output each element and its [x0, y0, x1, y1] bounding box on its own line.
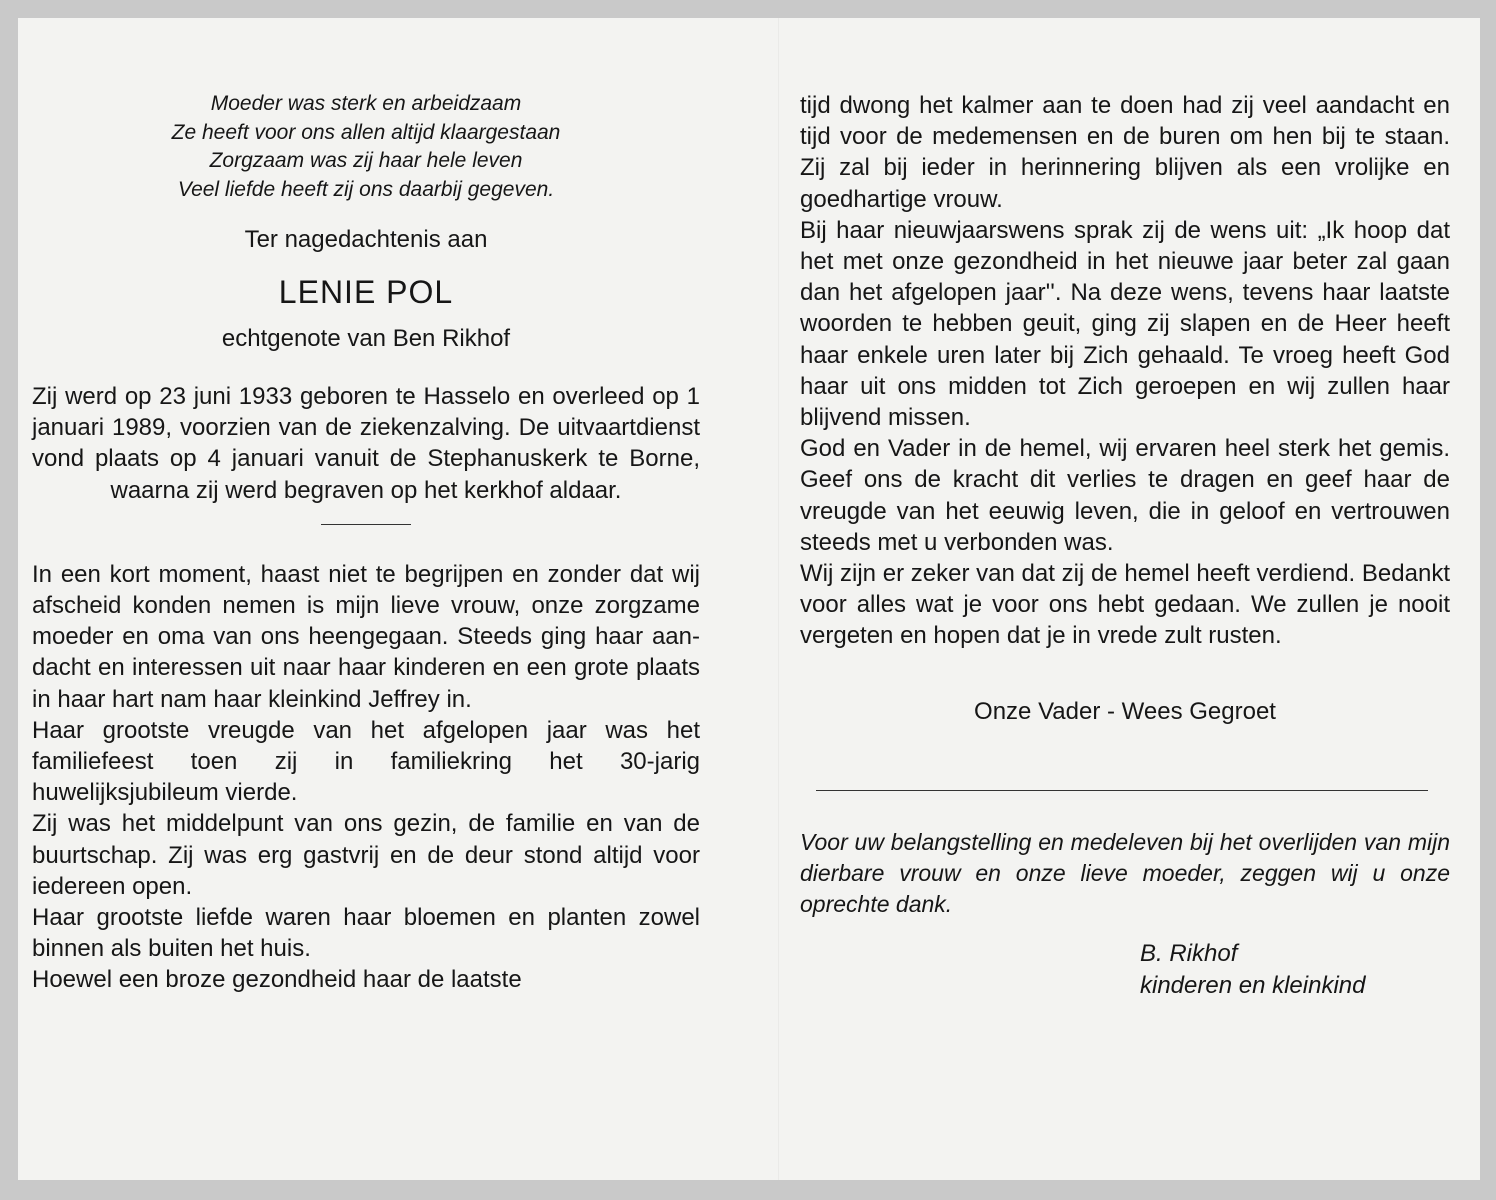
- poem-line: Moeder was sterk en arbeidzaam: [210, 92, 522, 115]
- signature-name: B. Rikhof: [1140, 939, 1238, 967]
- text-paragraph: Wij zijn er zeker van dat zij de hemel heeft verdiend. Bedankt voor alles wat je voor ons hebt gedaan. We zullen je nooit vergeten en hopen dat je in vrede zult rusten.: [800, 560, 1450, 650]
- text-paragraph: Hoewel een broze gezondheid haar de laatste: [32, 966, 522, 994]
- text-paragraph: God en Vader in de hemel, wij ervaren heel sterk het gemis. Geef ons de kracht dit verlies te dragen en geef haar de vreugde van het eeuwig leven, die in geloof en vertrouwen steeds met u verbonden was.: [800, 435, 1450, 556]
- text-paragraph: In een kort moment, haast niet te begrijpen en zonder dat wij afscheid konden nemen is mijn lieve vrouw, onze zorgzame moeder en oma van ons heengegaan. Steeds ging haar aandacht en interessen uit naar haar kinderen en een grote plaats in haar hart nam haar kleinkind Jeffrey in.: [32, 560, 700, 713]
- signature-family: kinderen en kleinkind: [1140, 971, 1366, 999]
- deceased-name: LENIE POL: [278, 274, 454, 310]
- biography-paragraph: Zij werd op 23 juni 1933 geboren te Hasselo en overleed op 1 januari 1989, voorzien van de ziekenzalving. De uitvaartdienst vond plaats op 4 januari vanuit de Stephanuskerk te Borne, waarna zij werd begraven op het kerkhof aldaar.: [32, 383, 700, 504]
- card-fold: [778, 18, 780, 1180]
- thanks-paragraph: Voor uw belangstelling en medeleven bij het overlijden van mijn dierbare vrouw en onze lieve moeder, zeggen wij u onze oprechte dank.: [800, 828, 1450, 917]
- text-paragraph: Bij haar nieuwjaarswens sprak zij de wens uit: „Ik hoop dat het met onze gezondheid in het nieuwe jaar beter zal gaan dan het afgelopen jaar''. Na deze wens, tevens haar laatste woorden te hebben geuit, ging zij slapen en de Heer heeft haar enkele uren later bij Zich gehaald. Te vroeg heeft God haar uit ons midden tot Zich geroepen en wij zullen haar blijvend missen.: [800, 216, 1450, 432]
- memorial-intro: Ter nagedachtenis aan: [244, 226, 488, 253]
- short-divider: [321, 524, 411, 525]
- poem-line: Zorgzaam was zij haar hele leven: [209, 149, 523, 172]
- text-paragraph: tijd dwong het kalmer aan te doen had zij veel aandacht en tijd voor de medemensen en de buren om hen bij te staan. Zij zal bij ieder in herinnering blijven als een vrolijke en goedhartige vrouw.: [800, 92, 1450, 213]
- prayer-line: Onze Vader - Wees Gegroet: [974, 697, 1276, 725]
- text-paragraph: Zij was het middelpunt van ons gezin, de familie en van de buurtschap. Zij was erg gastvrij en de deur stond altijd voor iedereen open.: [32, 810, 700, 900]
- memorial-card: [18, 18, 1480, 1180]
- signature-block: [1140, 938, 1450, 1002]
- right-panel: [800, 90, 1450, 1002]
- long-divider: [816, 790, 1428, 791]
- poem: [32, 90, 700, 204]
- poem-line: Veel liefde heeft zij ons daarbij gegeven.: [177, 177, 555, 201]
- text-paragraph: Haar grootste liefde waren haar bloemen en planten zowel binnen als buiten het huis.: [32, 904, 700, 963]
- left-panel: [32, 90, 700, 996]
- spouse-line: echtgenote van Ben Rikhof: [221, 325, 511, 352]
- poem-line: Ze heeft voor ons allen altijd klaargestaan: [171, 120, 561, 144]
- text-paragraph: Haar grootste vreugde van het afgelopen jaar was het familiefeest toen zij in familiekring het 30-jarig huwelijksjubileum vierde.: [32, 716, 700, 807]
